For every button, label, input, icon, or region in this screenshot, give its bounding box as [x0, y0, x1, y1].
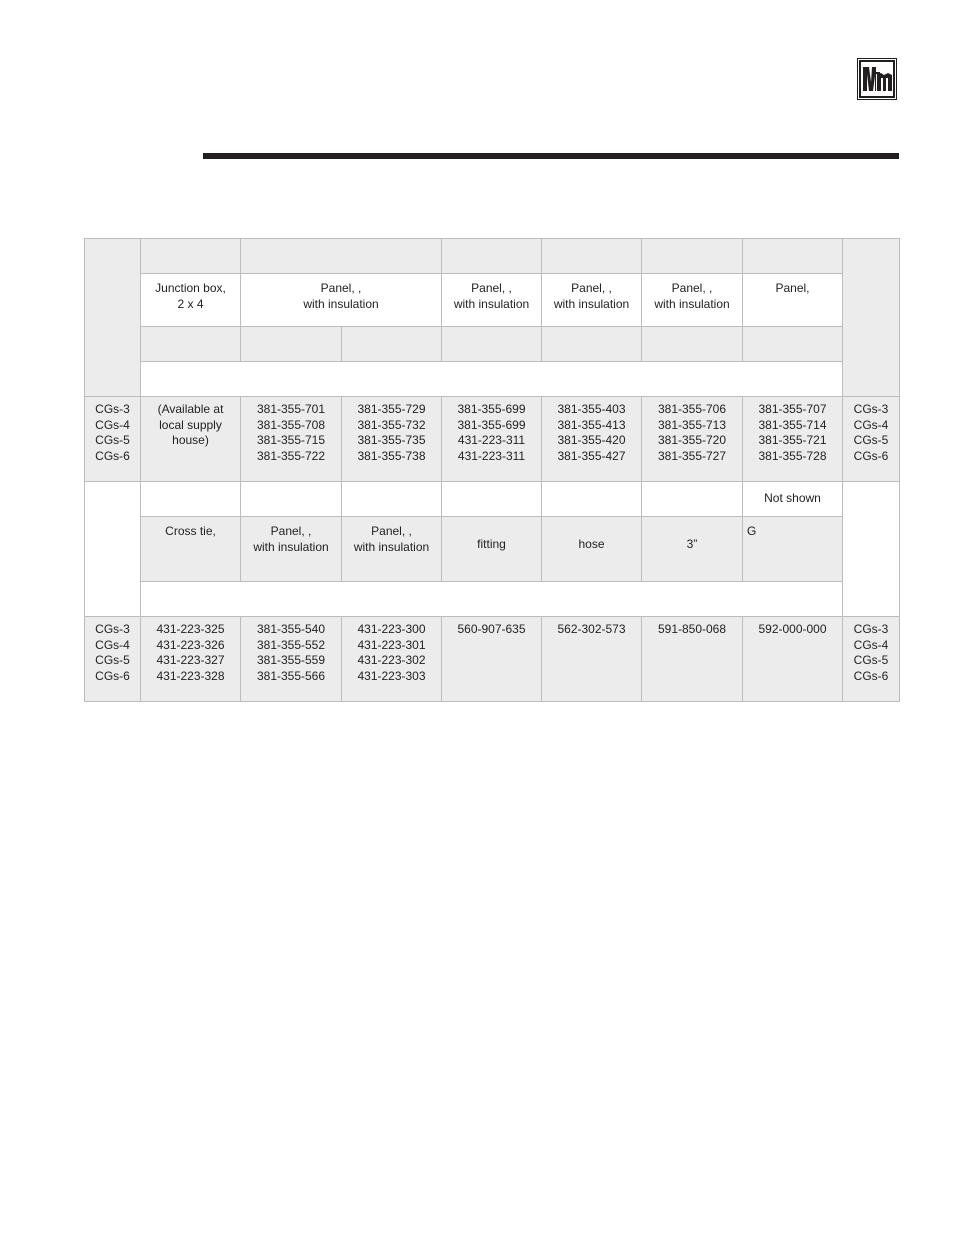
item-number-cell	[542, 482, 642, 517]
part-description: Panel, , with insulation	[442, 274, 542, 327]
part-numbers: 381-355-707 381-355-714 381-355-721 381-355-728	[743, 397, 843, 482]
part-number-band	[141, 582, 843, 617]
item-number-cell	[542, 239, 642, 274]
part-number-band	[141, 362, 843, 397]
part-numbers: 560-907-635	[442, 617, 542, 702]
part-numbers: 431-223-300 431-223-301 431-223-302 431-223-303	[342, 617, 442, 702]
item-number-cell	[141, 482, 241, 517]
part-description: Panel, , with insulation	[241, 274, 442, 327]
part-numbers: 381-355-403 381-355-413 381-355-420 381-355-427	[542, 397, 642, 482]
header-rule	[203, 153, 899, 159]
item-number-cell	[442, 482, 542, 517]
item-number-cell	[743, 239, 843, 274]
subheader-cell	[442, 327, 542, 362]
part-numbers: 381-355-701 381-355-708 381-355-715 381-355-722	[241, 397, 342, 482]
part-description: Panel, , with insulation	[241, 517, 342, 582]
part-description: hose	[542, 517, 642, 582]
item-number-cell	[442, 239, 542, 274]
part-description: Panel, , with insulation	[542, 274, 642, 327]
model-header-left-1	[85, 239, 141, 397]
model-list-left: CGs-3 CGs-4 CGs-5 CGs-6	[85, 397, 141, 482]
item-number-cell	[642, 239, 743, 274]
part-numbers: 381-355-540 381-355-552 381-355-559 381-355-566	[241, 617, 342, 702]
part-description: 3”	[642, 517, 743, 582]
part-numbers: 381-355-729 381-355-732 381-355-735 381-355-738	[342, 397, 442, 482]
part-numbers: 381-355-699 381-355-699 431-223-311 431-223-311	[442, 397, 542, 482]
subheader-cell	[542, 327, 642, 362]
model-list-right: CGs-3 CGs-4 CGs-5 CGs-6	[843, 617, 900, 702]
item-number-cell	[141, 239, 241, 274]
model-header-right-2	[843, 482, 900, 617]
subheader-cell	[642, 327, 743, 362]
weil-mclain-logo	[857, 58, 897, 100]
model-header-right-1	[843, 239, 900, 397]
part-description: Panel, , with insulation	[642, 274, 743, 327]
parts-table	[84, 238, 900, 702]
subheader-cell	[342, 327, 442, 362]
item-number-cell	[342, 482, 442, 517]
part-description: Junction box, 2 x 4	[141, 274, 241, 327]
item-number-cell	[241, 239, 442, 274]
part-numbers: 591-850-068	[642, 617, 743, 702]
part-numbers: (Available at local supply house)	[141, 397, 241, 482]
item-number-cell	[642, 482, 743, 517]
item-number-cell	[241, 482, 342, 517]
model-list-left: CGs-3 CGs-4 CGs-5 CGs-6	[85, 617, 141, 702]
part-description: fitting	[442, 517, 542, 582]
part-numbers: 562-302-573	[542, 617, 642, 702]
part-numbers: 381-355-706 381-355-713 381-355-720 381-355-727	[642, 397, 743, 482]
not-shown-note: Not shown	[743, 482, 843, 517]
part-numbers: 592-000-000	[743, 617, 843, 702]
model-list-right: CGs-3 CGs-4 CGs-5 CGs-6	[843, 397, 900, 482]
subheader-cell	[141, 327, 241, 362]
part-description: Panel,	[743, 274, 843, 327]
model-header-left-2	[85, 482, 141, 617]
part-description: Panel, , with insulation	[342, 517, 442, 582]
subheader-cell	[743, 327, 843, 362]
part-description: Cross tie,	[141, 517, 241, 582]
subheader-cell	[241, 327, 342, 362]
part-description: G	[743, 517, 843, 582]
part-numbers: 431-223-325 431-223-326 431-223-327 431-223-328	[141, 617, 241, 702]
